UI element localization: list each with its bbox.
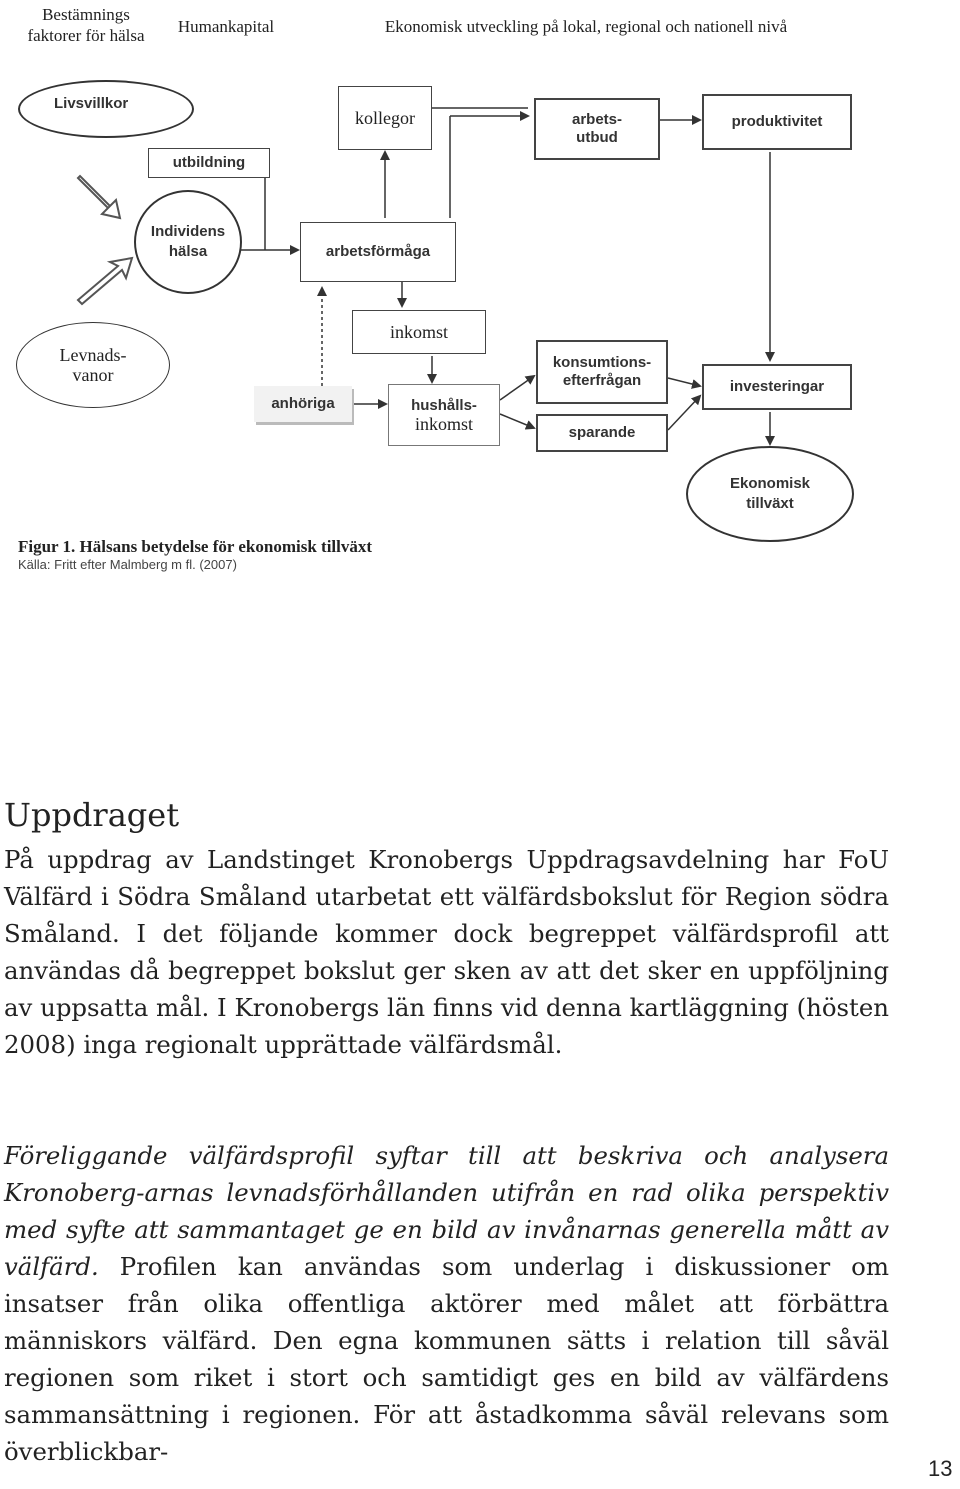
body-paragraph-1: På uppdrag av Landstinget Kronobergs Uppdragsavdelning har FoU Välfärd i Södra Småland utarbetat ett välfärdsbokslut för Region södra Småland. I det följande kommer dock begreppet välfärdsprofil att användas då begreppet bokslut ger sken av att det sker en uppföljning av uppsatta mål. I Kronobergs län finns vid denna kartläggning (hösten 2008) inga regionalt upprättade välfärdsmål. <box>4 845 889 1059</box>
body-paragraph-2-rest: Profilen kan användas som underlag i diskussioner om insatser från olika offentliga aktörer med målet att förbättra människors välfärd. Den egna kommunen sätts i relation till såväl regionen som riket i stort och samtidigt ges en bild av välfärdens sammansättning i regionen. För att åstadkomma såväl relevans som överblickbar- <box>4 1252 889 1466</box>
figure-caption-title: Figur 1. Hälsans betydelse för ekonomisk tillväxt <box>18 537 373 556</box>
figure-caption-source: Källa: Fritt efter Malmberg m fl. (2007) <box>18 557 237 572</box>
section-heading: Uppdraget <box>4 796 180 834</box>
node-utbildning: utbildning <box>148 148 270 178</box>
health-economy-diagram <box>0 0 960 540</box>
node-arbetsutbud: arbets- utbud <box>534 98 660 160</box>
hollow-arrow-lower <box>78 258 132 304</box>
column-header-human-capital: Humankapital <box>177 17 275 36</box>
hollow-arrow-upper <box>78 176 120 218</box>
node-hushallsinkomst <box>388 384 500 446</box>
node-arbetsformaga: arbetsförmåga <box>300 222 456 282</box>
node-anhoriga: anhöriga <box>254 386 352 422</box>
column-header-health-determinants: Bestämnings faktorer för hälsa <box>27 5 145 45</box>
node-investeringar: investeringar <box>702 364 852 410</box>
node-kollegor: kollegor <box>338 86 432 150</box>
node-produktivitet: produktivitet <box>702 94 852 150</box>
node-individens-halsa: Individens hälsa <box>134 190 242 294</box>
node-inkomst: inkomst <box>352 310 486 354</box>
node-levnadsvanor: Levnads- vanor <box>16 322 170 408</box>
page-number: 13 <box>928 1456 953 1481</box>
node-hushallsinkomst-top: hushålls- <box>411 397 477 414</box>
body-paragraph-2 <box>4 1137 889 1470</box>
node-ekonomisk-tillvaxt: Ekonomisk tillväxt <box>686 446 854 542</box>
node-hushallsinkomst-bottom: inkomst <box>414 414 473 434</box>
node-livsvillkor: Livsvillkor <box>18 80 194 138</box>
node-sparande: sparande <box>536 414 668 452</box>
column-header-economic-development: Ekonomisk utveckling på lokal, regional och nationell nivå <box>384 17 788 36</box>
node-konsumtionsefterfragan: konsumtions- efterfrågan <box>536 340 668 404</box>
body-paragraph-2-italic: Föreliggande välfärdsprofil syftar till att beskriva och analysera Kronoberg-arnas levnadsförhållanden utifrån en rad olika perspektiv med syfte att sammantaget ge en bild av invånarnas generella mått av välfärd. <box>4 1141 889 1281</box>
